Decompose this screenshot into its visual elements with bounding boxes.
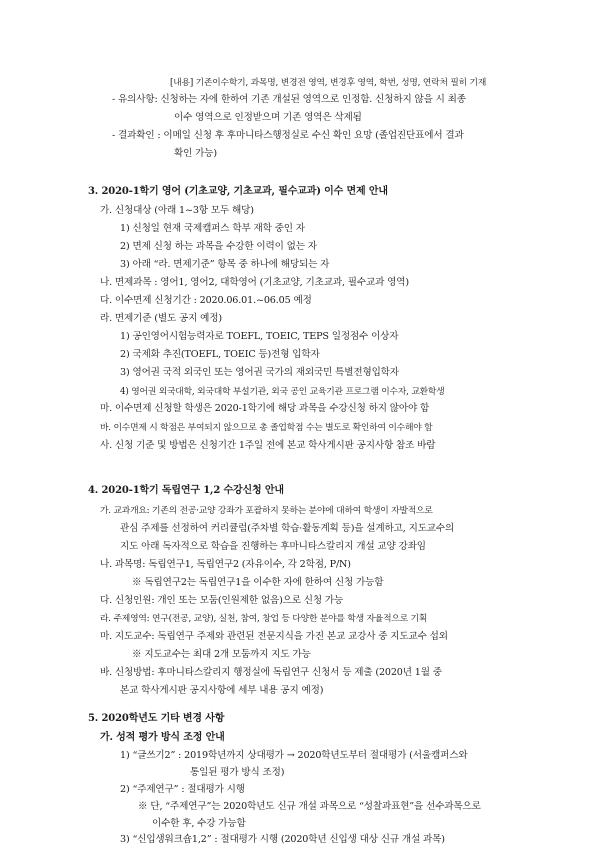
s3-ra-item-4: 4) 영어권 외국대학, 외국대학 부설기관, 외국 공인 교육기관 프로그램 이수자, 교환학생 bbox=[120, 387, 445, 397]
s4-ga-2: 관심 주제를 선정하여 커리큘럼(주차별 학습·활동계획 등)을 설계하고, 지도교수의 bbox=[120, 523, 455, 534]
s3-ma: 마. 이수면제 신청할 학생은 2020-1학기에 해당 과목을 수강신청 하지 않아야 함 bbox=[100, 403, 430, 414]
s4-ra: 라. 주제영역: 연구(전공, 교양), 실천, 참여, 창업 등 다양한 분야를 학생 자율적으로 기획 bbox=[100, 614, 428, 624]
s3-ga-item-3: 3) 아래 “라. 면제기준” 항목 중 하나에 해당되는 자 bbox=[120, 259, 330, 270]
s4-ba-1: 바. 신청방법: 후마니타스칼리지 행정실에 독립연구 신청서 등 제출 (2020년 1월 중 bbox=[100, 667, 442, 678]
s5-item-3: 3) “신입생워크숍1,2” : 절대평가 시행 (2020학년 신입생 대상 신규 개설 과목) bbox=[120, 834, 445, 845]
s3-ra-item-1: 1) 공인영어시험능력자로 TOEFL, TOEIC, TEPS 일정점수 이상자 bbox=[120, 331, 399, 342]
confirm-line-2: 확인 가능) bbox=[174, 148, 217, 159]
s3-da: 다. 이수면제 신청기간 : 2020.06.01.~06.05 예정 bbox=[100, 295, 312, 306]
s3-na: 나. 면제과목 : 영어1, 영어2, 대학영어 (기초교양, 기초교과, 필수교과 영역) bbox=[100, 277, 409, 288]
s4-ba-2: 본교 학사게시판 공지사항에 세부 내용 공지 예정) bbox=[120, 685, 324, 696]
s4-ga-1: 가. 교과개요: 기존의 전공·교양 강좌가 포괄하지 못하는 분야에 대하여 학생이 자발적으로 bbox=[100, 506, 433, 516]
s5-item-1-line-2: 통일된 평가 방식 조정) bbox=[190, 767, 285, 778]
s5-item-1-line-1: 1) “글쓰기2” : 2019학년까지 상대평가 → 2020학년도부터 절대평가 (서울캠퍼스와 bbox=[120, 750, 468, 761]
s4-ma-note: ※ 지도교수는 최대 2개 모둠까지 지도 가능 bbox=[132, 649, 311, 660]
s3-ra-item-3: 3) 영어권 국적 외국인 또는 영어권 국가의 재외국민 특별전형입학자 bbox=[120, 367, 399, 378]
confirm-line-1: - 결과확인 : 이메일 신청 후 후마니타스행정실로 수신 확인 요망 (졸업진단표에서 결과 bbox=[112, 130, 464, 141]
caution-line-1: - 유의사항: 신청하는 자에 한하여 기존 개설된 영역으로 인정함. 신청하지 않을 시 최종 bbox=[112, 94, 466, 105]
s4-da: 다. 신청인원: 개인 또는 모둠(인원제한 없음)으로 신청 가능 bbox=[100, 595, 344, 606]
section-5-title: 5. 2020학년도 기타 변경 사항 bbox=[88, 713, 225, 724]
section-3-title: 3. 2020-1학기 영어 (기초교양, 기초교과, 필수교과) 이수 면제 안내 bbox=[88, 186, 388, 197]
s3-ba: 바. 이수면제 시 학점은 부여되지 않으므로 총 졸업학점 수는 별도로 확인하여 이수해야 함 bbox=[100, 423, 433, 433]
section-4-title: 4. 2020-1학기 독립연구 1,2 수강신청 안내 bbox=[88, 485, 284, 496]
content-note: [내용] 기존이수학기, 과목명, 변경전 영역, 변경후 영역, 학번, 성명, 연락처 필히 기재 bbox=[170, 78, 487, 88]
s4-ga-3: 지도 아래 독자적으로 학습을 진행하는 후마니타스칼리지 개설 교양 강좌임 bbox=[120, 541, 426, 552]
s3-ra: 라. 면제기준 (별도 공지 예정) bbox=[100, 313, 222, 324]
s3-ra-item-2: 2) 국제화 추진(TOEFL, TOEIC 등)전형 입학자 bbox=[120, 349, 320, 360]
s3-ga: 가. 신청대상 (아래 1~3항 모두 해당) bbox=[100, 205, 254, 216]
s4-na: 나. 과목명: 독립연구1, 독립연구2 (자유이수, 각 2학점, P/N) bbox=[100, 559, 351, 570]
s3-ga-item-2: 2) 면제 신청 하는 과목을 수강한 이력이 없는 자 bbox=[120, 241, 317, 252]
s5-item-2-note-1: ※ 단, “주제연구”는 2020학년도 신규 개설 과목으로 “성찰과표현”을 선수과목으로 bbox=[138, 801, 481, 812]
s5-item-2: 2) “주제연구” : 절대평가 시행 bbox=[120, 784, 245, 795]
s5-sub: 가. 성적 평가 방식 조정 안내 bbox=[100, 732, 225, 743]
s5-item-2-note-2: 이수한 후, 수강 가능함 bbox=[152, 818, 246, 829]
s3-ga-item-1: 1) 신청일 현재 국제캠퍼스 학부 재학 중인 자 bbox=[120, 223, 305, 234]
s4-ma: 마. 지도교수: 독립연구 주제와 관련된 전문지식을 가진 본교 교강사 중 지도교수 섭외 bbox=[100, 631, 448, 642]
s3-sa: 사. 신청 기준 및 방법은 신청기간 1주일 전에 본교 학사게시판 공지사항 참조 바람 bbox=[100, 440, 436, 451]
s4-na-note: ※ 독립연구2는 독립연구1을 이수한 자에 한하여 신청 가능함 bbox=[132, 577, 384, 588]
caution-line-2: 이수 영역으로 인정받으며 기존 영역은 삭제됨 bbox=[174, 112, 362, 123]
